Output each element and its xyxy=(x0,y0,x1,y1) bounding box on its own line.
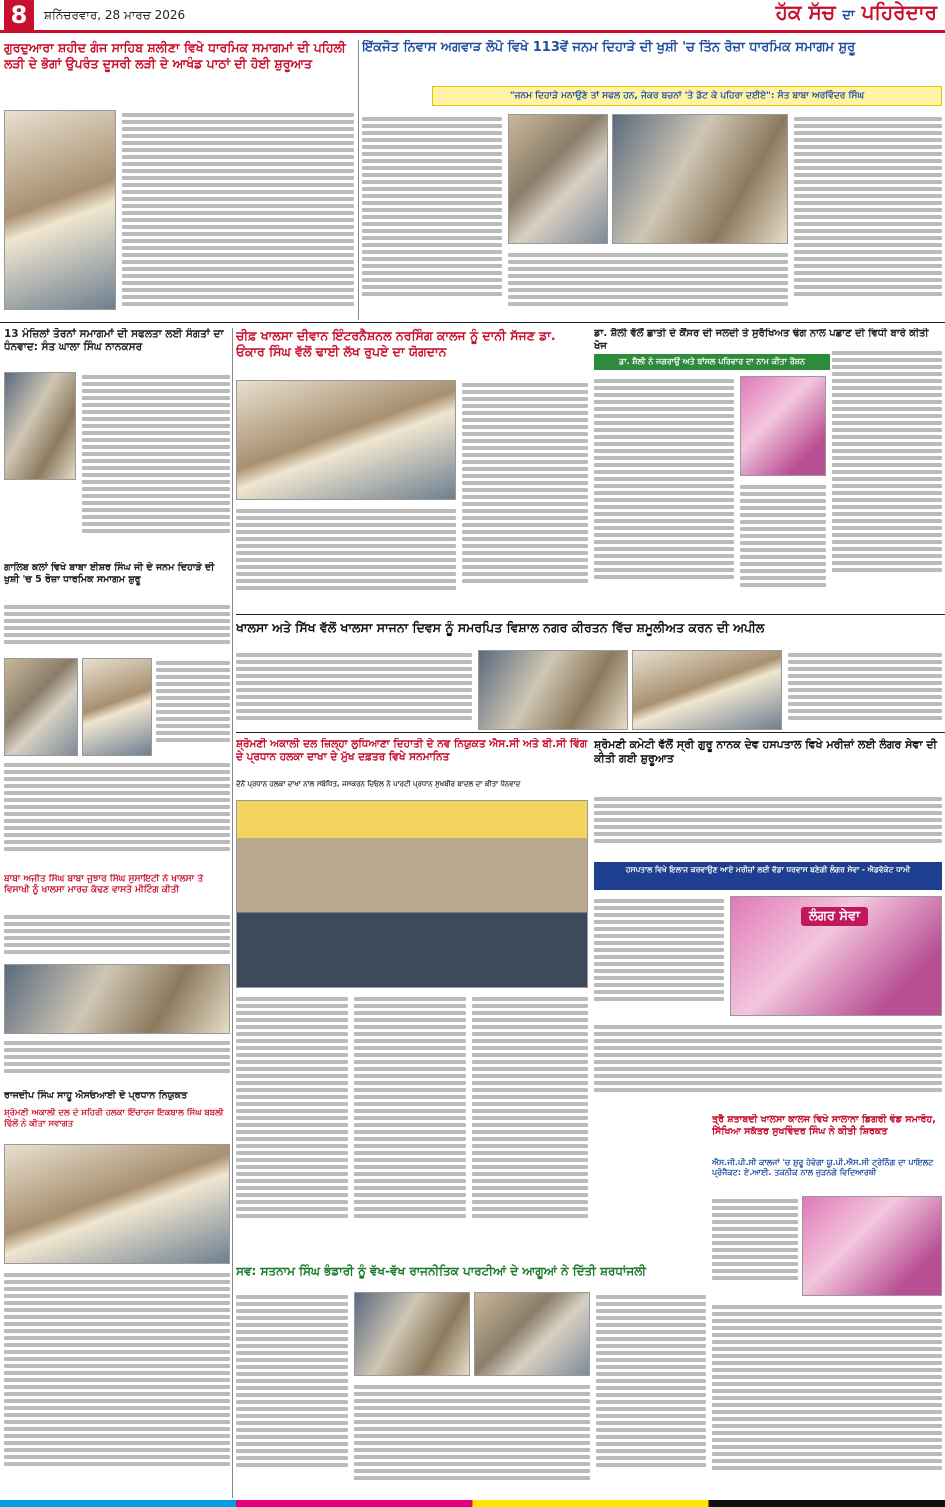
article-body-2 xyxy=(788,650,942,730)
article-body xyxy=(236,1292,348,1498)
column-divider xyxy=(232,328,233,1498)
article-subhead: ਡਾ. ਸ਼ੈਲੀ ਨੇ ਜਗਰਾਉਂ ਅਤੇ ਬਾਂਸਲ ਪਰਿਵਾਰ ਦਾ ਨਾਮ ਕੀਤਾ ਰੌਸ਼ਨ xyxy=(619,357,805,366)
article-body-3 xyxy=(472,994,588,1254)
article-body xyxy=(82,372,230,552)
article-photo-group xyxy=(612,114,788,244)
article-headline: ਗੁਰਦੁਆਰਾ ਸ਼ਹੀਦ ਗੰਜ ਸਾਹਿਬ ਸ਼ਲੀਣਾ ਵਿਖੇ ਧਾਰਮਿਕ ਸਮਾਗਮਾਂ ਦੀ ਪਹਿਲੀ ਲੜੀ ਦੇ ਭੋਗਾਂ ਉਪਰੰਤ ਦੂਸਰੀ ਲੜੀ ਦੇ ਆਖੰਡ ਪਾਠਾਂ ਦੀ ਹੋਈ ਸ਼ੁਰੂਆਤ xyxy=(4,40,346,71)
article-galib-kalan xyxy=(4,562,230,870)
article-body xyxy=(462,380,588,606)
article-headline: ਬਾਬਾ ਅਜੀਤ ਸਿੰਘ ਬਾਬਾ ਜੁਝਾਰ ਸਿੰਘ ਸੁਸਾਇਟੀ ਨੇ ਖਾਲਸਾ ਤੇ ਵਿਸਾਖੀ ਨੂੰ ਖਾਲਸਾ ਮਾਰਚ ਕੱਢਣ ਵਾਸਤੇ ਮੀਟਿੰਗ ਕੀਤੀ xyxy=(4,874,204,896)
article-body-2 xyxy=(156,658,230,756)
article-headline: ਚੀਫ਼ ਖਾਲਸਾ ਦੀਵਾਨ ਇੰਟਰਨੈਸ਼ਨਲ ਨਰਸਿੰਗ ਕਾਲਜ ਨੂੰ ਦਾਨੀ ਸੱਜਣ ਡਾ. ਓਂਕਾਰ ਸਿੰਘ ਵੱਲੋਂ ਢਾਈ ਲੱਖ ਰੁਪਏ ਦਾ ਯੋਗਦਾਨ xyxy=(236,328,556,359)
article-body-2 xyxy=(740,482,826,606)
article-body-2 xyxy=(354,1382,590,1498)
article-satnam-singh-bhandari xyxy=(236,1264,706,1500)
article-body xyxy=(236,650,472,730)
article-khalsa-sajna-diwas xyxy=(236,620,942,730)
article-photo xyxy=(236,380,456,500)
article-headline: ਖਾਲਸਾ ਅਤੇ ਸਿੱਖ ਵੱਲੋਂ ਖਾਲਸਾ ਸਾਜਨਾ ਦਿਵਸ ਨੂੰ ਸਮਰਪਿਤ ਵਿਸ਼ਾਲ ਨਗਰ ਕੀਰਤਨ ਵਿੱਚ ਸ਼ਮੂਲੀਅਤ ਕਰਨ ਦੀ ਅਪੀਲ xyxy=(236,620,765,635)
article-body xyxy=(362,114,502,314)
article-body-2 xyxy=(508,250,788,316)
article-photo-2 xyxy=(632,650,782,730)
article-ikjot-niwas xyxy=(362,40,942,320)
article-body xyxy=(4,1270,230,1496)
article-photo-1 xyxy=(4,658,78,756)
article-photo-1 xyxy=(354,1292,470,1376)
article-photo-2 xyxy=(82,658,152,756)
article-headline: ਸ਼੍ਰੋਮਣੀ ਅਕਾਲੀ ਦਲ ਜ਼ਿਲ੍ਹਾ ਲੁਧਿਆਣਾ ਦਿਹਾਤੀ ਦੇ ਨਵ ਨਿਯੁਕਤ ਐਸ.ਸੀ ਅਤੇ ਬੀ.ਸੀ ਵਿੰਗ ਦੇ ਪ੍ਰਧਾਨ ਹਲਕਾ ਦਾਖਾ ਦੇ ਮੁੱਖ ਦਫ਼ਤਰ ਵਿਖੇ ਸਨਮਾਨਿਤ xyxy=(236,738,588,764)
article-subhead-band xyxy=(432,86,942,106)
masthead xyxy=(0,0,945,30)
article-photo-1 xyxy=(478,650,628,730)
paper-name-part3: ਪਹਿਰੇਦਾਰ xyxy=(861,0,937,24)
article-photo xyxy=(236,800,588,988)
article-photo xyxy=(730,896,942,1016)
page-number: 8 xyxy=(4,0,34,30)
article-body xyxy=(594,794,942,858)
article-body-2 xyxy=(594,896,724,1016)
article-headline: ਸਵ: ਸਤਨਾਮ ਸਿੰਘ ਭੰਡਾਰੀ ਨੂੰ ਵੱਖ-ਵੱਖ ਰਾਜਨੀਤਿਕ ਪਾਰਟੀਆਂ ਦੇ ਆਗੂਆਂ ਨੇ ਦਿੱਤੀ ਸ਼ਰਧਾਂਜਲੀ xyxy=(236,1264,646,1278)
article-headline: ਤ੍ਰੈ ਸ਼ਤਾਬਦੀ ਖਾਲਸਾ ਕਾਲਜ ਵਿਖੇ ਸਾਲਾਨਾ ਡਿਗਰੀ ਵੰਡ ਸਮਾਰੋਹ, ਸਿੱਖਿਆ ਸਕੱਤਰ ਸੁਖਵਿੰਦਰ ਸਿੰਘ ਨੇ ਕੀਤੀ ਸ਼ਿਰਕਤ xyxy=(712,1114,936,1137)
article-baba-ajit-singh-society xyxy=(4,874,230,1084)
masthead-rule xyxy=(0,30,945,33)
article-subhead-band xyxy=(594,862,942,890)
article-headline: ਇੱਕਜੋਤ ਨਿਵਾਸ ਅਗਵਾੜ ਲੋਪੋ ਵਿਖੇ 113ਵੇਂ ਜਨਮ ਦਿਹਾੜੇ ਦੀ ਖੁਸ਼ੀ 'ਚ ਤਿੰਨ ਰੋਜ਼ਾ ਧਾਰਮਿਕ ਸਮਾਗਮ ਸ਼ੁਰੂ xyxy=(362,40,856,55)
paper-name-part1: ਹੱਕ ਸੱਚ xyxy=(775,0,836,24)
article-body xyxy=(236,994,348,1254)
article-photo-2 xyxy=(474,1292,590,1376)
langar-banner: ਲੰਗਰ ਸੇਵਾ xyxy=(801,907,868,926)
article-body-3 xyxy=(794,114,942,316)
article-photo xyxy=(802,1196,942,1296)
article-body-3 xyxy=(596,1292,706,1498)
article-headline: ਰਾਜਦੀਪ ਸਿੰਘ ਸਾਹੂ ਐਸਓਆਈ ਦੇ ਪ੍ਰਧਾਨ ਨਿਯੁਕਤ xyxy=(4,1090,188,1101)
article-body-2 xyxy=(354,994,466,1254)
footer-color-bar xyxy=(0,1500,945,1507)
article-headline: ਸ਼੍ਰੋਮਣੀ ਕਮੇਟੀ ਵੱਲੋਂ ਸ੍ਰੀ ਗੁਰੂ ਨਾਨਕ ਦੇਵ ਹਸਪਤਾਲ ਵਿਖੇ ਮਰੀਜ਼ਾਂ ਲਈ ਲੰਗਰ ਸੇਵਾ ਦੀ ਕੀਤੀ ਗਈ ਸ਼ੁਰੂਆਤ xyxy=(594,738,937,765)
section-divider xyxy=(236,732,945,733)
article-body-2 xyxy=(4,1038,230,1082)
article-body-2 xyxy=(236,506,456,606)
article-headline: ਡਾ. ਸ਼ੈਲੀ ਵੱਲੋਂ ਛਾਤੀ ਦੇ ਕੈਂਸਰ ਦੀ ਜਲਦੀ ਤੇ ਸੁਰੱਖਿਅਤ ਢੰਗ ਨਾਲ ਪਛਾਣ ਦੀ ਵਿਧੀ ਬਾਰੇ ਕੀਤੀ ਖੋਜ xyxy=(594,328,929,352)
article-dr-shelly xyxy=(594,328,942,610)
article-subhead: "ਜਨਮ ਦਿਹਾੜੇ ਮਨਾਉਣੇ ਤਾਂ ਸਫਲ ਹਨ, ਜੇਕਰ ਬਚਨਾਂ 'ਤੇ ਡੱਟ ਕੇ ਪਹਿਰਾ ਦਈਏ": ਸੰਤ ਬਾਬਾ ਅਰਵਿੰਦਰ ਸਿੰਘ xyxy=(509,91,865,101)
article-body-3 xyxy=(832,348,942,606)
article-subhead: ਹਸਪਤਾਲ ਵਿਖੇ ਇਲਾਜ ਕਰਵਾਉਣ ਆਏ ਮਰੀਜ਼ਾਂ ਲਈ ਵੱਡਾ ਧਰਵਾਸ ਬਣੇਗੀ ਲੰਗਰ ਸੇਵਾ - ਐਡਵੋਕੇਟ ਧਾਮੀ xyxy=(625,865,911,874)
article-photo xyxy=(4,110,116,310)
article-sad-ludhiana xyxy=(236,738,588,1258)
paper-name-part2: ਦਾ xyxy=(842,8,855,23)
section-divider xyxy=(236,614,945,615)
article-body-3 xyxy=(4,760,230,866)
article-photo-portrait xyxy=(508,114,608,244)
article-body xyxy=(4,602,230,654)
article-body xyxy=(594,376,734,606)
article-photo xyxy=(4,1144,230,1264)
article-body-2 xyxy=(712,1302,942,1496)
article-subhead: ਐਸ.ਜੀ.ਪੀ.ਸੀ ਕਾਲਜਾਂ 'ਚ ਸ਼ੁਰੂ ਹੋਵੇਗਾ ਯੂ.ਪੀ.ਐਸ.ਸੀ ਟ੍ਰੇਨਿੰਗ ਦਾ ਪਾਇਲਟ ਪ੍ਰੋਜੈਕਟ: ਏ.ਆਈ. ਤਕਨੀਕ ਨਾਲ ਜੁੜਨਗੇ ਵਿਦਿਆਰਥੀ xyxy=(712,1158,934,1177)
article-chief-khalsa-diwan xyxy=(236,328,588,610)
article-body xyxy=(4,912,230,960)
article-photo xyxy=(4,964,230,1034)
article-headline: ਗਾਲਿਬ ਕਲਾਂ ਵਿਖੇ ਬਾਬਾ ਈਸ਼ਰ ਸਿੰਘ ਜੀ ਦੇ ਜਨਮ ਦਿਹਾੜੇ ਦੀ ਖੁਸ਼ੀ 'ਚ 5 ਰੋਜ਼ਾ ਧਾਰਮਿਕ ਸਮਾਗਮ ਸ਼ੁਰੂ xyxy=(4,562,215,585)
article-rajdeep-singh xyxy=(4,1090,230,1500)
article-headline: 13 ਮੰਜ਼ਿਲਾਂ ਤੋਰਨਾਂ ਸਮਾਗਮਾਂ ਦੀ ਸਫਲਤਾ ਲਈ ਸੰਗਤਾਂ ਦਾ ਧੰਨਵਾਦ: ਸੰਤ ਘਾਲਾ ਸਿੰਘ ਨਾਨਕਸਰ xyxy=(4,328,224,354)
date-line: ਸ਼ਨਿੱਚਰਵਾਰ, 28 ਮਾਰਚ 2026 xyxy=(44,8,186,22)
article-body xyxy=(122,110,354,315)
article-sgpc-langar xyxy=(594,738,942,1108)
column-divider xyxy=(358,40,359,320)
article-body xyxy=(712,1196,798,1296)
article-subhead-band xyxy=(594,354,830,370)
article-subhead: ਸ਼੍ਰੋਮਣੀ ਅਕਾਲੀ ਦਲ ਦੇ ਸ਼ਹਿਰੀ ਹਲਕਾ ਇੰਚਾਰਜ ਇਕਬਾਲ ਸਿੰਘ ਬਬਲੀ ਢਿੱਲੋਂ ਨੇ ਕੀਤਾ ਸਵਾਗਤ xyxy=(4,1108,224,1129)
article-khalsa-college-convocation xyxy=(712,1114,942,1500)
article-subhead: ਦੋਨੋਂ ਪ੍ਰਧਾਨ ਹਲਕਾ ਦਾਖਾ ਨਾਲ ਸਬੰਧਿਤ, ਜਸਕਰਨ ਦਿਓਲ ਨੇ ਪਾਰਟੀ ਪ੍ਰਧਾਨ ਸੁਖਬੀਰ ਬਾਦਲ ਦਾ ਕੀਤਾ ਧੰਨਵਾਦ xyxy=(236,780,521,788)
section-divider xyxy=(0,322,945,323)
article-photo xyxy=(4,372,76,480)
article-body-3 xyxy=(594,1022,942,1104)
article-photo-portrait xyxy=(740,376,826,476)
paper-logo xyxy=(776,0,937,28)
article-ghala-singh xyxy=(4,328,230,558)
article-shaheed-ganj xyxy=(4,40,354,320)
